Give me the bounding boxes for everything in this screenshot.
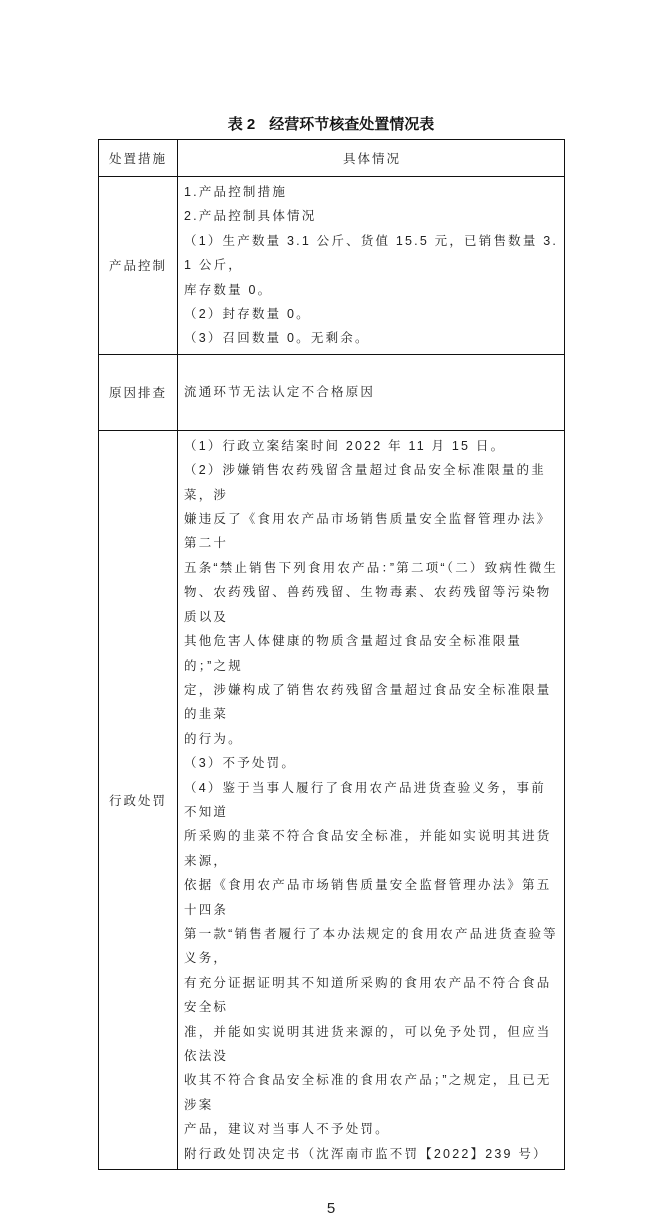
detail-line: 定，涉嫌构成了销售农药残留含量超过食品安全标准限量的韭菜 bbox=[184, 682, 552, 722]
detail-line: 五条“禁止销售下列食用农产品：”第二项“（二）致病性微生 bbox=[184, 560, 559, 575]
table-row bbox=[99, 354, 565, 430]
detail-line: 收其不符合食品安全标准的食用农产品；”之规定，且已无涉案 bbox=[184, 1073, 552, 1112]
detail-line: （3）不予处罚。 bbox=[184, 756, 297, 771]
detail-line: 准，并能如实说明其进货来源的，可以免予处罚，但应当依法没 bbox=[184, 1024, 552, 1063]
detail-line: （1）行政立案结案时间 2022 年 11 月 15 日。 bbox=[184, 438, 506, 453]
row-details bbox=[178, 177, 565, 355]
detail-line: 产品，建议对当事人不予处罚。 bbox=[184, 1122, 390, 1137]
row-measure: 产品控制 bbox=[99, 177, 178, 355]
row-details bbox=[178, 354, 565, 430]
detail-line: 流通环节无法认定不合格原因 bbox=[184, 385, 376, 400]
detail-line: （2）涉嫌销售农药残留含量超过食品安全标准限量的韭菜，涉 bbox=[184, 463, 546, 502]
table-row bbox=[99, 430, 565, 1169]
detail-line: 有充分证据证明其不知道所采购的食用农产品不符合食品安全标 bbox=[184, 975, 552, 1015]
header-details: 具体情况 bbox=[178, 140, 565, 177]
table-row bbox=[99, 177, 565, 355]
detail-line: 2.产品控制具体情况 bbox=[184, 209, 317, 224]
detail-line: （3）召回数量 0。无剩余。 bbox=[184, 331, 370, 346]
detail-line: 附行政处罚决定书（沈浑南市监不罚【2022】239 号） bbox=[184, 1146, 548, 1161]
detail-line: 的行为。 bbox=[184, 731, 243, 746]
detail-line: 所采购的韭菜不符合食品安全标准，并能如实说明其进货来源， bbox=[184, 829, 552, 868]
detail-line: 第一款“销售者履行了本办法规定的食用农产品进货查验等义务， bbox=[184, 926, 558, 966]
detail-line: 库存数量 0。 bbox=[184, 282, 273, 297]
header-measure: 处置措施 bbox=[99, 140, 178, 177]
detail-line: 嫌违反了《食用农产品市场销售质量安全监督管理办法》第二十 bbox=[184, 512, 552, 551]
row-measure: 原因排查 bbox=[99, 354, 178, 430]
detail-line: （2）封存数量 0。 bbox=[184, 307, 311, 322]
table-label: 表 2 bbox=[227, 116, 256, 133]
table-title bbox=[0, 114, 662, 136]
table-header-row bbox=[99, 140, 565, 177]
detail-line: 依据《食用农产品市场销售质量安全监督管理办法》第五十四条 bbox=[184, 878, 552, 917]
detail-line: 1.产品控制措施 bbox=[184, 185, 288, 199]
row-measure: 行政处罚 bbox=[99, 430, 178, 1169]
table-title-text: 经营环节核查处置情况表 bbox=[269, 116, 435, 133]
disposal-table bbox=[98, 139, 565, 1170]
detail-line: （1）生产数量 3.1 公斤、货值 15.5 元，已销售数量 3.1 公斤， bbox=[184, 233, 559, 273]
detail-line: （4）鉴于当事人履行了食用农产品进货查验义务，事前不知道 bbox=[184, 780, 546, 819]
detail-line: 其他危害人体健康的物质含量超过食品安全标准限量的；”之规 bbox=[184, 634, 523, 673]
page-number: 5 bbox=[326, 1200, 336, 1218]
row-details bbox=[178, 430, 565, 1169]
detail-line: 物、农药残留、兽药残留、生物毒素、农药残留等污染物质以及 bbox=[184, 585, 552, 624]
